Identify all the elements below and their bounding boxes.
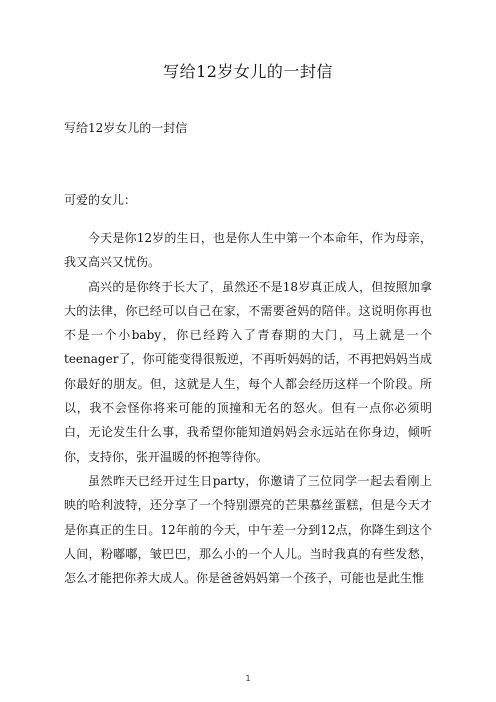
paragraph: 高兴的是你终于长大了，虽然还不是18岁真正成人，但按照加拿大的法律，你已经可以自己在家，不需要爸妈的陪伴。这说明你再也不是一个小baby，你已经跨入了青春期的大门，马上就是一个teenager了，你可能变得很叛逆，不再听妈妈的话，不再把妈妈当成你最好的朋友。但，这就是人生，每个人都会经历这样一个阶段。所以，我不会怪你将来可能的顶撞和无名的怒火。但有一点你必须明白，无论发生什么事，我希望你能知道妈妈会永远站在你身边，倾听你，支持你，张开温暖的怀抱等待你。: [64, 279, 432, 464]
paragraph: 虽然昨天已经开过生日party，你邀请了三位同学一起去看刚上映的哈利波特，还分享了一个特别漂亮的芒果慕丝蛋糕，但是今天才是你真正的生日。12年前的今天，中午差一分到12点，你降生到这个人间，粉嘟嘟，皱巴巴，那么小的一个人儿。当时我真的有些发愁，怎么才能把你养大成人。你是爸爸妈妈第一个孩子，可能也是此生惟: [64, 473, 432, 586]
page-number: 1: [245, 674, 251, 683]
letter-body: [64, 226, 432, 590]
document-subtitle: 写给12岁女儿的一封信: [64, 121, 188, 135]
document-title: 写给12岁女儿的一封信: [163, 62, 333, 81]
paragraph: 今天是你12岁的生日，也是你人生中第一个本命年，作为母亲，我又高兴又忧伤。: [64, 231, 432, 270]
letter-salutation: 可爱的女儿：: [64, 193, 137, 207]
